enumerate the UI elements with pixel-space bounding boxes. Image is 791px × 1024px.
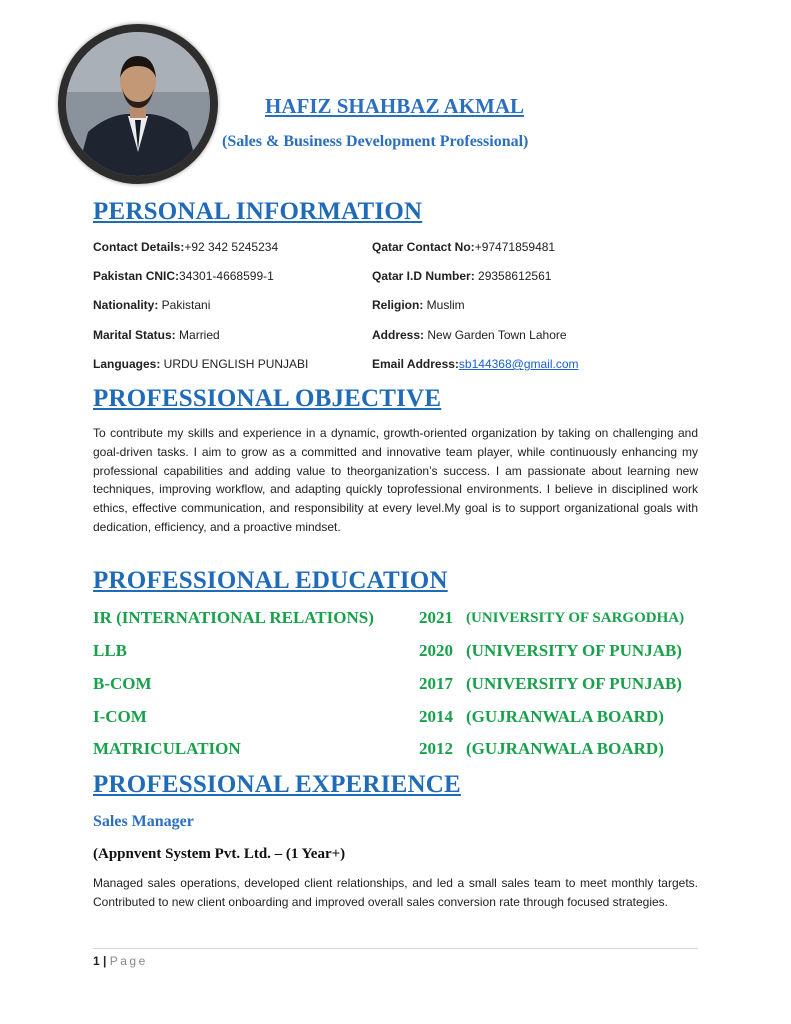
contact-details-value: +92 342 5245234 (184, 240, 279, 254)
education-degree: I-COM (93, 707, 147, 726)
education-institution: (UNIVERSITY OF PUNJAB) (466, 641, 682, 660)
languages (93, 357, 308, 371)
education-institution: (GUJRANWALA BOARD) (466, 739, 664, 758)
education-year: 2017 (419, 674, 453, 693)
education-institution: (UNIVERSITY OF PUNJAB) (466, 674, 682, 693)
address (372, 328, 567, 342)
education-degree: B-COM (93, 674, 152, 693)
profile-photo-image (66, 32, 210, 176)
page-separator: | (99, 954, 110, 968)
address-value: New Garden Town Lahore (424, 328, 567, 342)
pakistan-cnic (93, 269, 274, 283)
contact-details-label: Contact Details: (93, 240, 185, 254)
marital-status-value: Married (175, 328, 220, 342)
person-silhouette-icon (66, 32, 210, 176)
languages-value: URDU ENGLISH PUNJABI (160, 357, 309, 371)
qatar-id-label: Qatar I.D Number: (372, 269, 475, 283)
profile-photo (58, 24, 218, 184)
pakistan-cnic-label: Pakistan CNIC: (93, 269, 180, 283)
personal-information-heading: PERSONAL INFORMATION (93, 198, 423, 225)
nationality (93, 298, 210, 312)
company-name: (Appnvent System Pvt. Ltd. – (1 Year+) (93, 846, 346, 862)
professional-education-heading: PROFESSIONAL EDUCATION (93, 567, 448, 594)
experience-description: Managed sales operations, developed client relationships, and led a small sales team to meet monthly targets. Contributed to new client onboarding and improved overall sales conversion rate through focused strategies. (93, 876, 698, 909)
qatar-contact-value: +97471859481 (474, 240, 556, 254)
contact-details (93, 240, 278, 254)
education-institution: (UNIVERSITY OF SARGODHA) (466, 610, 685, 626)
email-address-label: Email Address: (372, 357, 459, 371)
education-degree: MATRICULATION (93, 739, 241, 758)
professional-experience-heading: PROFESSIONAL EXPERIENCE (93, 771, 461, 798)
qatar-id (372, 269, 551, 283)
marital-status (93, 328, 220, 342)
page-label: Page (109, 954, 148, 968)
religion-label: Religion: (372, 298, 424, 312)
professional-objective-heading: PROFESSIONAL OBJECTIVE (93, 385, 442, 412)
religion-value: Muslim (423, 298, 465, 312)
marital-status-label: Marital Status: (93, 328, 176, 342)
education-degree: IR (INTERNATIONAL RELATIONS) (93, 608, 374, 627)
qatar-contact (372, 240, 555, 254)
candidate-name: HAFIZ SHAHBAZ AKMAL (265, 94, 525, 118)
email-link[interactable]: sb144368@gmail.com (458, 357, 579, 371)
education-institution: (GUJRANWALA BOARD) (466, 707, 664, 726)
education-degree: LLB (93, 641, 128, 660)
footer-divider (93, 948, 698, 949)
languages-label: Languages: (93, 357, 161, 371)
nationality-value: Pakistani (158, 298, 211, 312)
qatar-id-value: 29358612561 (474, 269, 552, 283)
education-year: 2012 (419, 739, 453, 758)
qatar-contact-label: Qatar Contact No: (372, 240, 475, 254)
education-year: 2021 (419, 608, 453, 627)
religion (372, 298, 465, 312)
education-year: 2014 (419, 707, 453, 726)
email-address (372, 357, 579, 371)
nationality-label: Nationality: (93, 298, 159, 312)
candidate-subtitle: (Sales & Business Development Professional) (222, 133, 529, 150)
page-footer (93, 954, 148, 968)
objective-paragraph: To contribute my skills and experience in a dynamic, growth-oriented organization by taking on challenging and goal-driven tasks. I aim to grow as a committed and innovative team player, while continuously enhancing my professional capabilities and adding value to theorganization’s success. I am passionate about learning new techniques, improving workflow, and adapting quickly toprofessional environments. I believe in disciplined work ethics, effective communication, and responsibility at every level.My goal is to support organizational goals with dedication, efficiency, and a proactive mindset. (93, 426, 698, 534)
address-label: Address: (372, 328, 425, 342)
pakistan-cnic-value: 34301-4668599-1 (179, 269, 274, 283)
education-year: 2020 (419, 641, 453, 660)
page-number: 1 (93, 954, 100, 968)
job-title: Sales Manager (93, 813, 194, 830)
